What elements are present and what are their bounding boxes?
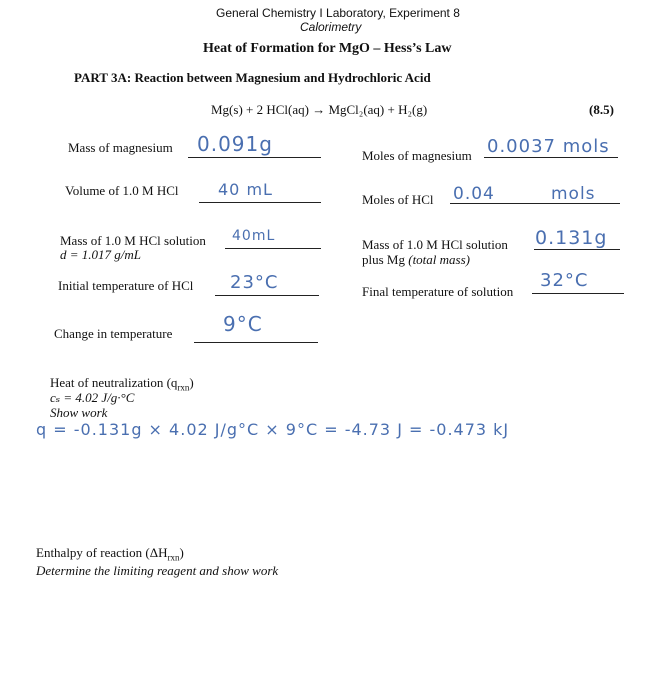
title-suffix: – Hess’s Law <box>373 41 452 56</box>
mass-total-sublabel-italic: (total mass) <box>408 252 470 267</box>
change-temp-label: Change in temperature <box>54 326 173 341</box>
change-temp-value[interactable]: 9°C <box>223 312 263 336</box>
page-title <box>203 41 451 57</box>
mass-mg-label: Mass of magnesium <box>68 140 173 155</box>
moles-mg-line <box>484 157 618 158</box>
equation-number: (8.5) <box>589 102 614 117</box>
volume-hcl-label: Volume of 1.0 M HCl <box>65 183 179 198</box>
mass-total-sublabel <box>362 252 470 268</box>
heat-work-value[interactable]: q = -0.131g × 4.02 J/g°C × 9°C = -4.73 J = -0.473 kJ <box>36 420 510 439</box>
moles-mg-label: Moles of magnesium <box>362 148 472 163</box>
enthalpy-heading-sub: rxn <box>167 552 180 563</box>
course-header: General Chemistry I Laboratory, Experiment 8 <box>216 6 460 20</box>
mass-hcl-solution-value[interactable]: 40mL <box>232 228 276 244</box>
mass-total-line <box>534 249 620 250</box>
final-temp-value[interactable]: 32°C <box>540 270 589 291</box>
part-heading: PART 3A: Reaction between Magnesium and Hydrochloric Acid <box>74 70 431 85</box>
show-work-label: Show work <box>50 405 108 420</box>
mass-total-value[interactable]: 0.131g <box>535 227 608 249</box>
heat-heading-end: ) <box>189 375 194 390</box>
moles-hcl-unit: mols <box>551 184 596 204</box>
change-temp-line <box>194 342 318 343</box>
moles-hcl-value[interactable]: 0.04 <box>453 184 495 204</box>
initial-temp-label: Initial temperature of HCl <box>58 278 194 293</box>
specific-heat: cₛ = 4.02 J/g·°C <box>50 390 135 405</box>
enthalpy-heading <box>36 545 184 563</box>
initial-temp-line <box>215 295 319 296</box>
moles-mg-value[interactable]: 0.0037 mols <box>487 136 610 157</box>
topic-header: Calorimetry <box>300 20 362 34</box>
limiting-reagent-instruction: Determine the limiting reagent and show work <box>36 563 279 578</box>
mass-total-sublabel-prefix: plus Mg <box>362 252 405 267</box>
final-temp-line <box>532 293 624 294</box>
mass-hcl-solution-label: Mass of 1.0 M HCl solution <box>60 233 206 248</box>
initial-temp-value[interactable]: 23°C <box>230 272 279 293</box>
title-main: Heat of Formation for MgO <box>203 41 370 56</box>
volume-hcl-value[interactable]: 40 mL <box>218 180 273 199</box>
heat-heading-sub: rxn <box>177 382 190 393</box>
mass-mg-value[interactable]: 0.091g <box>197 132 273 156</box>
enthalpy-heading-text: Enthalpy of reaction (ΔH <box>36 545 168 560</box>
mass-total-label: Mass of 1.0 M HCl solution <box>362 237 508 252</box>
moles-hcl-label: Moles of HCl <box>362 192 434 207</box>
enthalpy-heading-end: ) <box>179 545 184 560</box>
volume-hcl-line <box>199 202 321 203</box>
heat-heading-text: Heat of neutralization (q <box>50 375 178 390</box>
final-temp-label: Final temperature of solution <box>362 284 514 299</box>
mass-hcl-solution-line <box>225 248 321 249</box>
reaction-equation: Mg(s) + 2 HCl(aq) → MgCl₂(aq) + H₂(g) <box>211 102 428 117</box>
density-label: d = 1.017 g/mL <box>60 247 142 262</box>
mass-mg-line <box>188 157 321 158</box>
